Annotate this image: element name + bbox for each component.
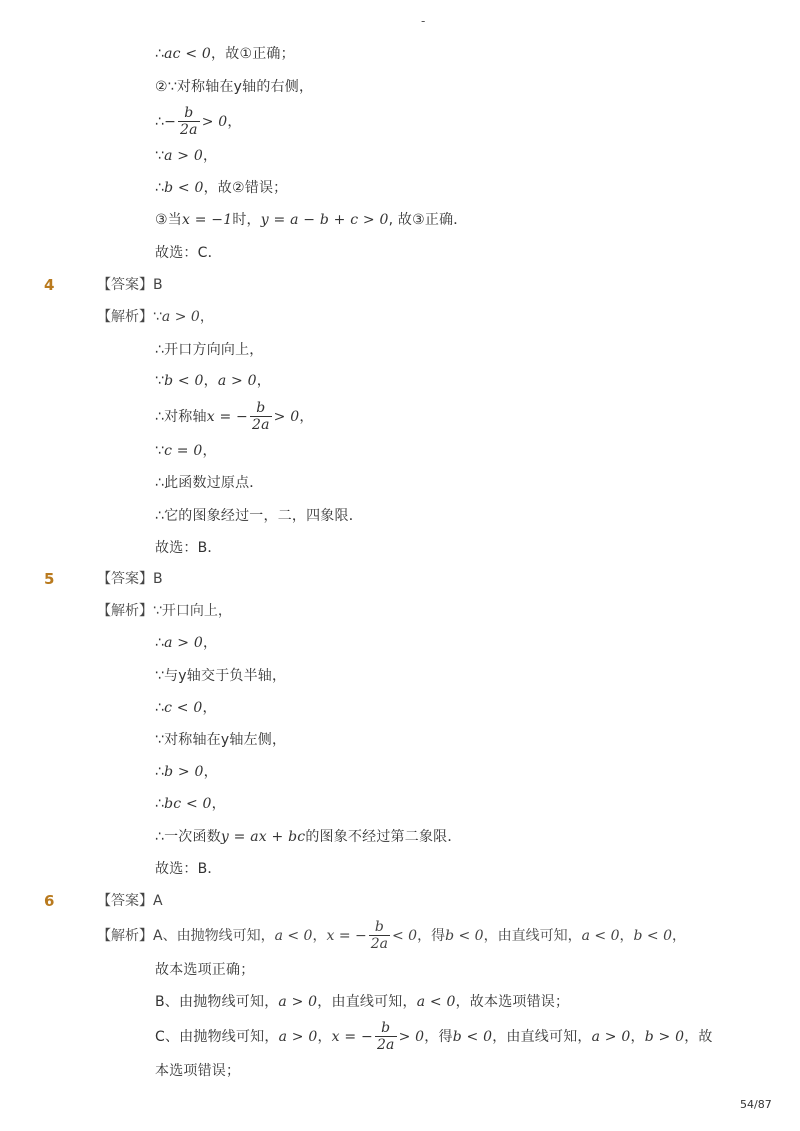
q4-line-6: ∴此函数过原点． bbox=[155, 475, 264, 491]
q6-line-5: 本选项错误； bbox=[155, 1063, 241, 1079]
q5-line-6: ∴b > 0， bbox=[155, 764, 218, 780]
q3-line-1: ∴ac < 0，故①正确； bbox=[155, 46, 295, 62]
page-header-mark: - bbox=[421, 14, 426, 28]
answer-tag: 【答案】A bbox=[97, 893, 163, 909]
q3-line-4: ∵a > 0， bbox=[155, 148, 218, 164]
q4-line-3: ∵b < 0，a > 0， bbox=[155, 373, 271, 389]
q3-line-7: 故选：C． bbox=[155, 245, 222, 261]
question-number: 5 bbox=[44, 570, 55, 588]
fraction: $\frac{b}{2a}$ bbox=[370, 918, 388, 952]
q5-line-8: ∴一次函数y = ax + bc的图象不经过第二象限． bbox=[155, 829, 462, 845]
q3-line-6: ③当x = −1时，y = a − b + c > 0, 故③正确． bbox=[155, 212, 468, 228]
q4-line-8: 故选：B． bbox=[155, 540, 222, 556]
q5-line-3: ∵与y轴交于负半轴， bbox=[155, 668, 287, 684]
q3-line-2: ②∵对称轴在y轴的右侧， bbox=[155, 79, 314, 95]
answer-tag: 【答案】B bbox=[97, 571, 163, 587]
q6-line-2: 故本选项正确； bbox=[155, 962, 255, 978]
answer-tag: 【答案】B bbox=[97, 277, 163, 293]
fraction: $\frac{b}{2a}$ bbox=[180, 104, 198, 138]
analysis-tag: 【解析】∵a > 0， bbox=[97, 309, 214, 325]
fraction: $\frac{b}{2a}$ bbox=[376, 1019, 395, 1053]
analysis-tag: 【解析】∵开口向上， bbox=[97, 603, 232, 619]
q6-line-4: C、由抛物线可知，a > 0，x = − $\frac{b}{2a}$ > 0，得b < 0，由直线可知，a > 0，b > 0，故 bbox=[155, 1019, 713, 1053]
q5-line-7: ∴bc < 0， bbox=[155, 796, 226, 812]
q5-line-4: ∴c < 0， bbox=[155, 700, 217, 716]
q5-line-9: 故选：B． bbox=[155, 861, 222, 877]
fraction: $\frac{b}{2a}$ bbox=[251, 399, 270, 433]
question-number: 4 bbox=[44, 276, 55, 294]
q6-line-3: B、由抛物线可知，a > 0，由直线可知，a < 0，故本选项错误； bbox=[155, 994, 570, 1010]
analysis-tag: 【解析】A、由抛物线可知，a < 0，x = − $\frac{b}{2a}$ < 0，得b < 0，由直线可知，a < 0，b < 0， bbox=[97, 918, 686, 952]
question-number: 6 bbox=[44, 892, 55, 910]
q4-line-7: ∴它的图象经过一，二，四象限． bbox=[155, 508, 363, 524]
q4-line-4: ∴对称轴x = − $\frac{b}{2a}$ > 0， bbox=[155, 399, 314, 433]
q3-line-5: ∴b < 0，故②错误； bbox=[155, 180, 288, 196]
q5-line-5: ∵对称轴在y轴左侧， bbox=[155, 732, 287, 748]
page-number: 54/87 bbox=[740, 1098, 772, 1111]
q5-line-2: ∴a > 0， bbox=[155, 635, 218, 651]
q4-line-5: ∵c = 0， bbox=[155, 443, 217, 459]
q3-line-3: ∴− $\frac{b}{2a}$ > 0， bbox=[155, 104, 242, 138]
q4-line-2: ∴开口方向向上， bbox=[155, 342, 264, 358]
